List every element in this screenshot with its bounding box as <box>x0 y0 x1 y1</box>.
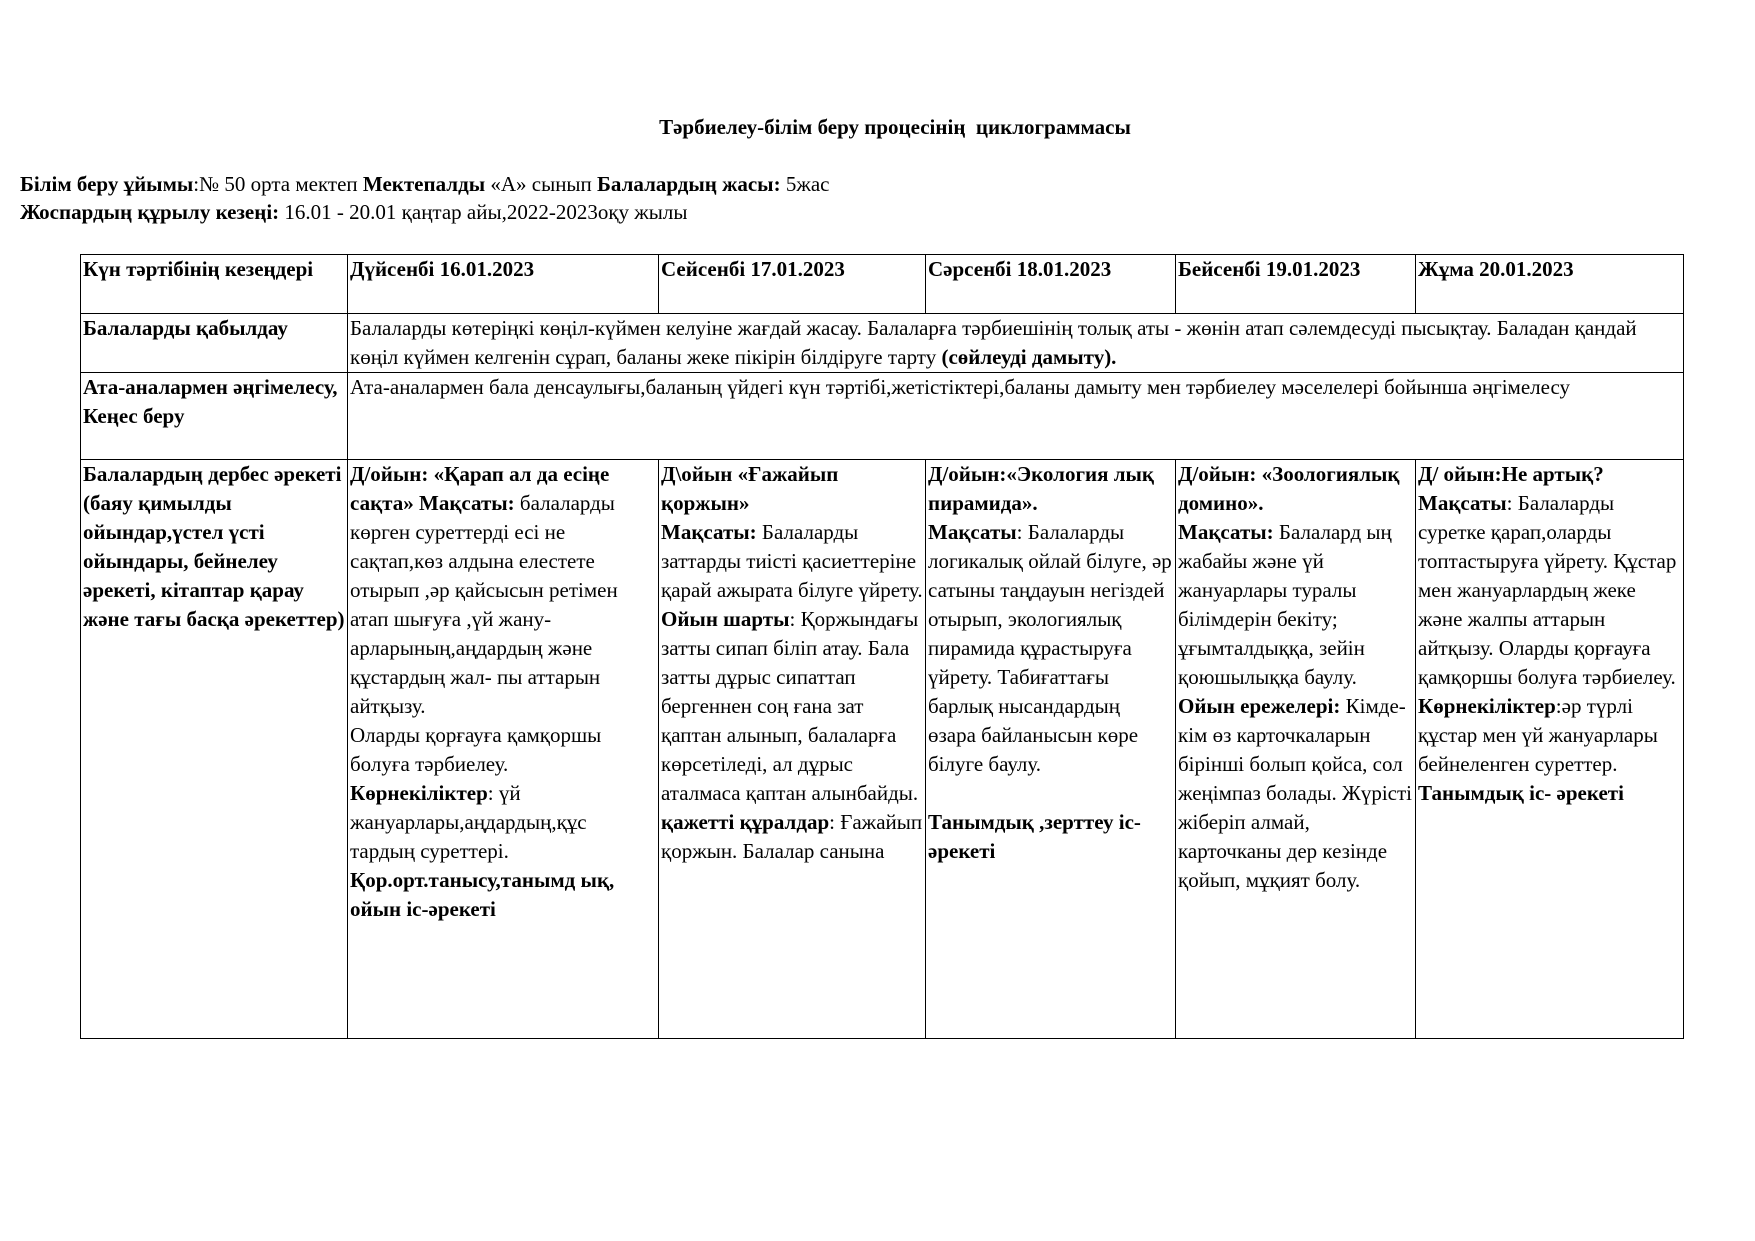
reception-text: Балаларды көтеріңкі көңіл-күймен келуіне жағдай жасау. Балаларға тәрбиешінің толық аты - жөнін атап сәлемдесуді пысықтау. Баладан қандай көңіл күймен келгенін сұрап, баланы жеке пікірін білдіруге тарту <box>350 316 1637 369</box>
header-cell-friday: Жұма 20.01.2023 <box>1416 255 1684 314</box>
activity-cell-wednesday <box>926 460 1176 1039</box>
reception-text-cell <box>348 314 1684 373</box>
mon-goal: балаларды көрген суреттерді есі не сақтап,көз алдына елестете отырып ,әр қайсысын ретімен атап шығуға ,үй жану-арларының,аңдардың және құстардың жал- пы аттарын айтқызу. <box>350 491 618 718</box>
org-label: Білім беру ұйымы <box>20 172 194 196</box>
tue-rules: : Қоржындағы затты сипап біліп атау. Бала затты дұрыс сипаттап бергеннен соң ғана зат қаптан алынып, балаларға көрсетіледі, ал дұрыс аталмаса қаптан алынбайды. <box>661 607 919 805</box>
thu-rules: Кімде-кім өз карточкаларын бірінші болып қойса, сол жеңімпаз болады. Жүрісті жіберіп алмай, карточканы дер кезінде қойып, мұқият болу. <box>1178 694 1413 892</box>
tue-tools-label: қажетті құралдар <box>661 810 830 834</box>
tue-rules-label: Ойын шарты <box>661 607 790 631</box>
activity-cell-monday <box>348 460 659 1039</box>
row-label-parents: Ата-аналармен әңгімелесу, Кеңес беру <box>81 373 348 460</box>
table-row-reception <box>81 314 1684 373</box>
period-value: 16.01 - 20.01 қаңтар айы,2022-2023оқу жылы <box>279 200 688 224</box>
header-cell-wednesday: Сәрсенбі 18.01.2023 <box>926 255 1176 314</box>
tue-goal-label: Мақсаты: <box>661 520 757 544</box>
period-label: Жоспардың құрылу кезеңі: <box>20 200 280 224</box>
header-cell-thursday: Бейсенбі 19.01.2023 <box>1176 255 1416 314</box>
fri-goal-label: Мақсаты <box>1418 491 1507 515</box>
activity-cell-tuesday <box>659 460 926 1039</box>
wed-goal: : Балаларды логикалық ойлай білуге, әр сатыны таңдауын негіздей отырып, экологиялық пирамида құрастыруға үйрету. Табиғаттағы барлық нысандардың өзара байланысын көре білуге баулу. <box>928 520 1172 776</box>
header-cell-stages: Күн тәртібінің кезеңдері <box>81 255 348 314</box>
group-value: «А» сынып <box>485 172 598 196</box>
table-row-activity <box>81 460 1684 1039</box>
schedule-table <box>80 254 1684 1039</box>
group-label: Мектепалды <box>362 172 486 196</box>
header-cell-monday: Дүйсенбі 16.01.2023 <box>348 255 659 314</box>
table-header-row <box>81 255 1684 314</box>
activity-cell-friday <box>1416 460 1684 1039</box>
mon-game: Д/ойын: «Қарап ал да есіңе сақта» Мақсаты: <box>350 462 610 515</box>
activity-cell-thursday <box>1176 460 1416 1039</box>
age-label: Балалардың жасы: <box>597 172 781 196</box>
tue-goal: Балаларды заттарды тиісті қасиеттеріне қарай ажырата білуге үйрету. <box>661 520 923 602</box>
tue-game: Д\ойын «Ғажайып қоржын» <box>661 462 839 515</box>
reception-text-bold: (сөйлеуді дамыту). <box>941 345 1117 369</box>
wed-game: Д/ойын:«Экология лық пирамида». <box>928 462 1154 515</box>
table-row-parents <box>81 373 1684 460</box>
fri-game: Д/ ойын:Не артық? <box>1418 462 1604 486</box>
fri-visual-value: :әр түрлі құстар мен үй жануарлары бейнеленген суреттер. <box>1418 694 1658 776</box>
mon-activity: Қор.орт.танысу,танымд ық, ойын іс-әрекеті <box>350 868 615 921</box>
thu-rules-label: Ойын ережелері: <box>1178 694 1341 718</box>
parents-text-cell: Ата-аналармен бала денсаулығы,баланың үйдегі күн тәртібі,жетістіктері,баланы дамыту мен тәрбиелеу мәселелері бойынша әңгімелесу <box>348 373 1684 460</box>
fri-activity: Танымдық іс- әрекеті <box>1418 781 1624 805</box>
document-meta-line-2 <box>20 199 688 225</box>
thu-goal-label: Мақсаты: <box>1178 520 1274 544</box>
thu-goal: Балалард ың жабайы және үй жануарлары туралы білімдерін бекіту; ұғымталдыққа, зейін қоюшылыққа баулу. <box>1178 520 1392 689</box>
wed-activity: Танымдық ,зерттеу іс-әрекеті <box>928 810 1141 863</box>
mon-extra: Оларды қорғауға қамқоршы болуға тәрбиелеу. <box>350 723 602 776</box>
header-cell-tuesday: Сейсенбі 17.01.2023 <box>659 255 926 314</box>
fri-goal: : Балаларды суретке қарап,оларды топтастыруға үйрету. Құстар мен жануарлардың жеке және жалпы аттарын айтқызу. Оларды қорғауға қамқоршы болуға тәрбиелеу. <box>1418 491 1677 689</box>
row-label-reception: Балаларды қабылдау <box>81 314 348 373</box>
thu-game: Д/ойын: «Зоологиялық домино». <box>1178 462 1400 515</box>
org-value: :№ 50 орта мектеп <box>193 172 363 196</box>
fri-visual-label: Көрнекіліктер <box>1418 694 1556 718</box>
document-title: Тәрбиелеу-білім беру процесінің циклограммасы <box>659 115 1131 139</box>
mon-visual-value: : үй жануарлары,аңдардың,құс тардың суреттері. <box>350 781 587 863</box>
document-meta-line-1 <box>20 171 829 197</box>
mon-visual-label: Көрнекіліктер <box>350 781 488 805</box>
age-value: 5жас <box>780 172 830 196</box>
row-label-activity: Балалардың дербес әрекеті (баяу қимылды ойындар,үстел үсті ойындары, бейнелеу әрекеті, кітаптар қарау және тағы басқа әрекеттер) <box>81 460 348 1039</box>
tue-tools: : Ғажайып қоржын. Балалар санына <box>661 810 923 863</box>
wed-goal-label: Мақсаты <box>928 520 1017 544</box>
